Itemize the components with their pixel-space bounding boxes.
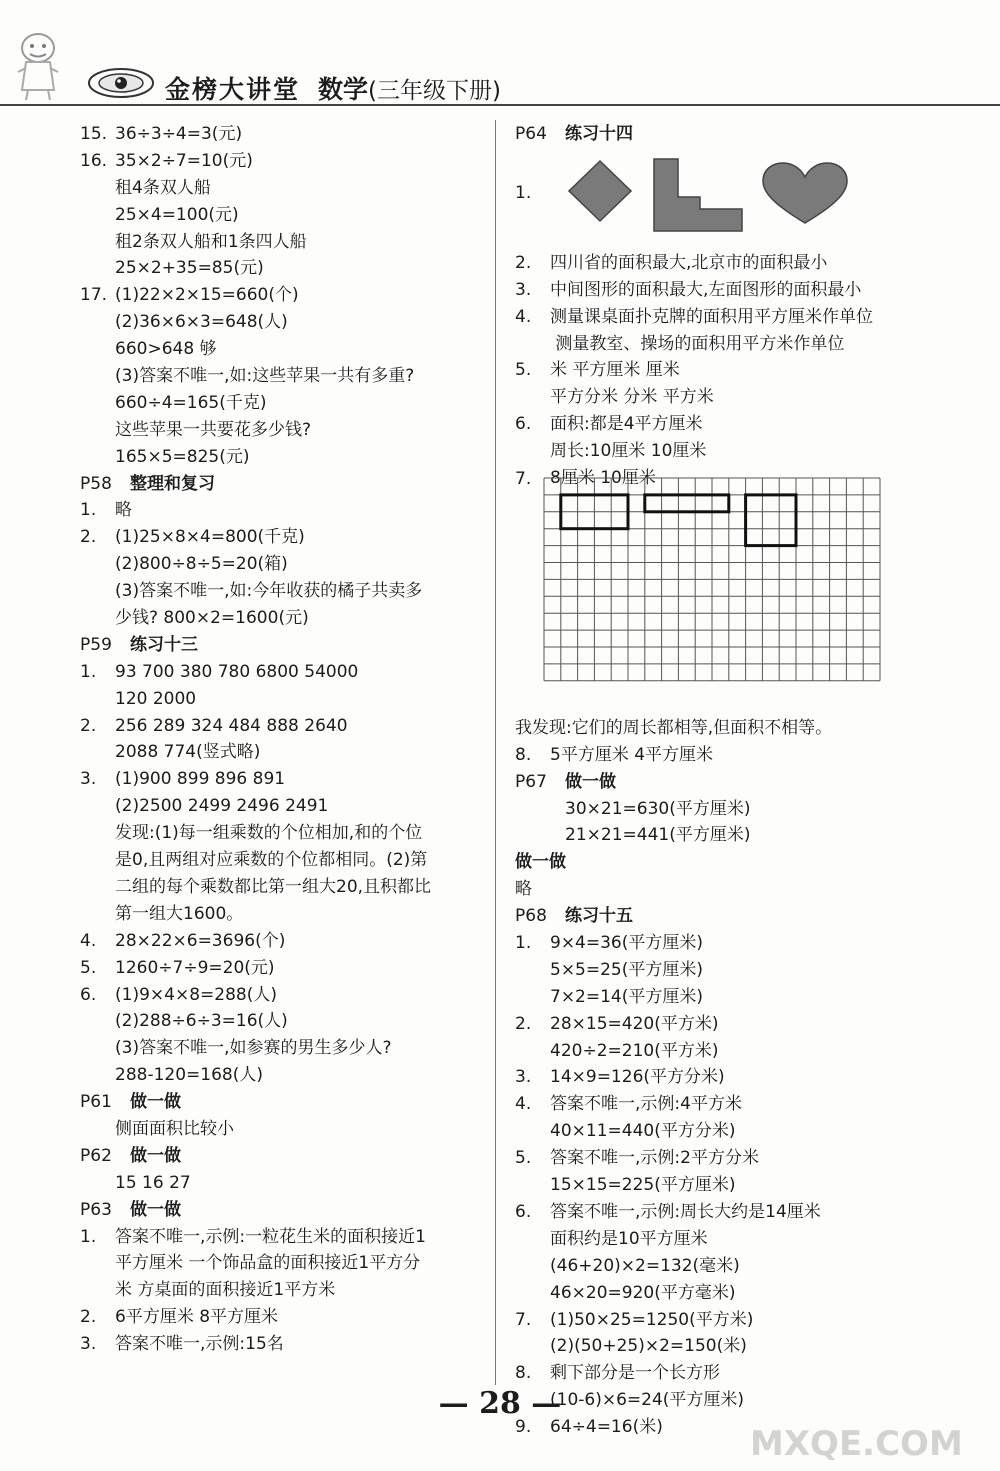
- item-text: 35×2÷7=10(元): [115, 150, 253, 171]
- answer-line: [80, 1116, 495, 1143]
- item-text: (10-6)×6=24(平方厘米): [550, 1390, 745, 1411]
- answer-line: [515, 957, 1000, 984]
- item-text: (2)36×6×3=648(人): [115, 312, 288, 333]
- item-number: 16.: [80, 150, 108, 171]
- item-text: 答案不唯一,示例:周长大约是14厘米: [550, 1201, 821, 1222]
- item-text: 平方分米 分米 平方米: [550, 387, 714, 408]
- answer-line: [515, 438, 1000, 465]
- item-text: 15 16 27: [115, 1172, 191, 1193]
- answer-line: [515, 384, 1000, 411]
- item-text: 做一做: [130, 1199, 181, 1220]
- item-number: 8.: [515, 744, 532, 765]
- section-heading: [80, 471, 495, 498]
- item-number: 6.: [515, 1201, 532, 1222]
- item-number: P64: [515, 124, 547, 144]
- answer-line: [515, 1226, 1000, 1253]
- grade-subtitle: (三年级下册): [368, 78, 501, 104]
- item-text: 测量教室、操场的面积用平方米作单位: [550, 333, 845, 354]
- answer-line: [515, 1333, 1000, 1360]
- book-title: 金榜大讲堂: [165, 75, 301, 104]
- item-text: 答案不唯一,示例:2平方分米: [550, 1148, 759, 1169]
- item-text: 25×2+35=85(元): [115, 258, 264, 279]
- item-text: 答案不唯一,示例:4平方米: [550, 1094, 742, 1115]
- item-text: 四川省的面积最大,北京市的面积最小: [550, 252, 828, 273]
- answer-line: [515, 1360, 1000, 1387]
- question-7-number: 7.: [515, 469, 532, 489]
- item-text: 练习十四: [565, 124, 633, 144]
- answer-line: [80, 1170, 495, 1197]
- left-column: [80, 121, 495, 1358]
- answer-line: [80, 444, 495, 471]
- answer-line: [80, 417, 495, 444]
- answer-line: [515, 1011, 1000, 1038]
- item-text: 租4条双人船: [115, 177, 211, 198]
- item-text: 侧面面积比较小: [115, 1118, 234, 1139]
- square-grid: [543, 477, 883, 685]
- answer-line: [80, 1277, 495, 1304]
- item-text: 288-120=168(人): [115, 1065, 263, 1086]
- answer-line: [515, 1118, 1000, 1145]
- answer-line: [515, 1280, 1000, 1307]
- item-number: 3.: [515, 1067, 532, 1088]
- item-text: (2)(50+25)×2=150(米): [550, 1336, 747, 1357]
- item-number: 1.: [515, 933, 532, 954]
- section-heading: [80, 1197, 495, 1224]
- item-text: 发现:(1)每一组乘数的个位相加,和的个位: [115, 823, 423, 844]
- question-1-number: 1.: [515, 183, 532, 203]
- subject-label: 数学: [318, 75, 369, 104]
- column-divider: [495, 120, 496, 1385]
- answer-line: [515, 304, 1000, 331]
- answer-line: [80, 551, 495, 578]
- item-text: 120 2000: [115, 688, 197, 709]
- item-text: (1)50×25=1250(平方米): [550, 1309, 754, 1330]
- answer-line: [515, 930, 1000, 957]
- item-text: 面积:都是4平方厘米: [550, 414, 703, 435]
- item-number: P58: [80, 473, 112, 494]
- item-text: 是0,且两组对应乘数的个位都相同。(2)第: [115, 850, 428, 871]
- l-shape: [650, 157, 745, 233]
- answer-line: [515, 411, 1000, 438]
- item-number: 2.: [80, 715, 97, 736]
- item-number: P68: [515, 906, 547, 927]
- answer-line: [515, 357, 1000, 384]
- heart-shape: [755, 159, 855, 229]
- item-text: 答案不唯一,示例:15名: [115, 1334, 284, 1355]
- answer-line: [515, 1253, 1000, 1280]
- item-text: 7×2=14(平方厘米): [550, 986, 704, 1007]
- item-text: 15×15=225(平方厘米): [550, 1175, 736, 1196]
- item-number: 9.: [515, 1417, 532, 1438]
- item-text: (2)2500 2499 2496 2491: [115, 796, 329, 817]
- answer-line: [515, 984, 1000, 1011]
- answer-line: [80, 874, 495, 901]
- section-heading: [515, 769, 1000, 796]
- item-text: (46+20)×2=132(毫米): [550, 1255, 740, 1276]
- answer-line: [80, 363, 495, 390]
- item-text: 米 平方厘米 厘米: [550, 360, 680, 381]
- item-number: 5.: [515, 1148, 532, 1169]
- item-number: 8.: [515, 1363, 532, 1384]
- item-text: 64÷4=16(米): [550, 1417, 663, 1438]
- answer-line: [80, 766, 495, 793]
- item-text: (1)22×2×15=660(个): [115, 285, 299, 306]
- item-number: P61: [80, 1092, 112, 1113]
- watermark-logo: [750, 1415, 990, 1465]
- item-number: 4.: [515, 306, 532, 327]
- item-number: 6.: [80, 984, 97, 1005]
- answer-line: [515, 822, 1000, 849]
- answer-line: [80, 282, 495, 309]
- item-number: 1.: [80, 500, 97, 521]
- item-number: 5.: [80, 957, 97, 978]
- answer-line: [80, 847, 495, 874]
- item-text: 这些苹果一共要花多少钱?: [115, 419, 312, 440]
- item-text: 40×11=440(平方分米): [550, 1121, 736, 1142]
- answer-line: [515, 1091, 1000, 1118]
- answer-line: [80, 1008, 495, 1035]
- answer-line: [80, 497, 495, 524]
- item-text: 28×15=420(平方米): [550, 1013, 719, 1034]
- answer-line: [80, 1250, 495, 1277]
- answer-line: [515, 1172, 1000, 1199]
- item-number: 2.: [80, 527, 97, 548]
- answer-line: [515, 715, 1000, 742]
- item-text: 做一做: [565, 771, 616, 792]
- item-text: 整理和复习: [130, 473, 215, 494]
- item-text: (1)25×8×4=800(千克): [115, 527, 305, 548]
- item-text: 30×21=630(平方厘米): [565, 798, 751, 819]
- answer-line: [80, 229, 495, 256]
- item-number: P67: [515, 771, 547, 792]
- answer-line: [80, 955, 495, 982]
- item-number: 5.: [515, 360, 532, 381]
- subject-title: [318, 70, 501, 106]
- item-number: 3.: [515, 279, 532, 300]
- item-text: 租2条双人船和1条四人船: [115, 231, 307, 252]
- item-number: 17.: [80, 285, 108, 306]
- item-text: 练习十三: [130, 634, 198, 655]
- item-text: (2)288÷6÷3=16(人): [115, 1011, 288, 1032]
- item-text: (1)900 899 896 891: [115, 769, 286, 790]
- item-text: 5×5=25(平方厘米): [550, 959, 704, 980]
- item-text: (1)9×4×8=288(人): [115, 984, 277, 1005]
- answer-line: [515, 277, 1000, 304]
- answer-line: [80, 524, 495, 551]
- item-text: 6平方厘米 8平方厘米: [115, 1307, 279, 1328]
- item-text: 少钱? 800×2=1600(元): [115, 608, 309, 629]
- answer-line: [80, 686, 495, 713]
- item-text: 165×5=825(元): [115, 446, 250, 467]
- item-text: 5平方厘米 4平方厘米: [550, 744, 714, 765]
- section-heading: [80, 1143, 495, 1170]
- answer-line: [80, 578, 495, 605]
- page-number: — 28 —: [438, 1386, 562, 1421]
- item-text: 9×4=36(平方厘米): [550, 933, 704, 954]
- item-text: 周长:10厘米 10厘米: [550, 441, 707, 462]
- answer-line: [515, 876, 1000, 903]
- item-text: 2088 774(竖式略): [115, 742, 261, 763]
- item-text: 14×9=126(平方分米): [550, 1067, 725, 1088]
- item-number: 15.: [80, 124, 108, 144]
- section-heading: [515, 849, 1000, 876]
- answer-line: [515, 742, 1000, 769]
- item-text: 做一做: [130, 1145, 181, 1166]
- right-column: [515, 121, 1000, 1441]
- answer-line: [80, 1062, 495, 1089]
- answer-line: [80, 820, 495, 847]
- item-text: 420÷2=210(平方米): [550, 1040, 719, 1061]
- item-text: 93 700 380 780 6800 54000: [115, 661, 359, 682]
- watermark-text: MXQE.COM: [750, 1424, 963, 1464]
- answer-line: [80, 901, 495, 928]
- answer-line: [80, 175, 495, 202]
- item-text: 练习十五: [565, 906, 633, 927]
- item-text: (3)答案不唯一,如:今年收获的橘子共卖多: [115, 581, 423, 602]
- answer-line: [80, 148, 495, 175]
- answer-line: [80, 1304, 495, 1331]
- item-text: 28×22×6=3696(个): [115, 930, 286, 951]
- item-number: 4.: [80, 930, 97, 951]
- answer-line: [80, 713, 495, 740]
- section-heading: [515, 121, 1000, 148]
- item-text: 剩下部分是一个长方形: [550, 1363, 720, 1384]
- answer-line: [80, 336, 495, 363]
- answer-line: [80, 659, 495, 686]
- item-text: 8厘米 10厘米: [550, 468, 656, 489]
- item-text: 做一做: [130, 1092, 181, 1113]
- item-number: 4.: [515, 1094, 532, 1115]
- diamond-shape: [555, 153, 645, 233]
- item-text: 21×21=441(平方厘米): [565, 825, 751, 846]
- item-text: 第一组大1600。: [115, 903, 244, 924]
- answer-line: [80, 793, 495, 820]
- mascot-icon: [8, 26, 68, 104]
- answer-line: [515, 1145, 1000, 1172]
- section-heading: [80, 1089, 495, 1116]
- item-text: 测量课桌面扑克牌的面积用平方厘米作单位: [550, 306, 873, 327]
- item-number: 2.: [515, 1013, 532, 1034]
- item-text: 答案不唯一,示例:一粒花生米的面积接近1: [115, 1226, 426, 1247]
- answer-line: [80, 309, 495, 336]
- item-text: 平方厘米 一个饰品盒的面积接近1平方分: [115, 1253, 421, 1274]
- item-number: P59: [80, 634, 112, 655]
- item-number: P63: [80, 1199, 112, 1220]
- item-text: (3)答案不唯一,如:这些苹果一共有多重?: [115, 366, 415, 387]
- page-header: [0, 0, 1000, 108]
- answer-line: [80, 982, 495, 1009]
- item-text: 二组的每个乘数都比第一组大20,且积都比: [115, 876, 432, 897]
- item-text: 660>648 够: [115, 339, 217, 360]
- answer-line: [80, 1035, 495, 1062]
- item-text: (3)答案不唯一,如参赛的男生多少人?: [115, 1038, 392, 1059]
- header-rule: [0, 104, 1000, 106]
- answer-line: [80, 202, 495, 229]
- item-number: 2.: [80, 1307, 97, 1328]
- item-text: 面积约是10平方厘米: [550, 1228, 708, 1249]
- item-text: 46×20=920(平方毫米): [550, 1282, 736, 1303]
- answer-line: [515, 796, 1000, 823]
- item-text: (2)800÷8÷5=20(箱): [115, 554, 288, 575]
- item-text: 我发现:它们的周长都相等,但面积不相等。: [515, 717, 833, 738]
- item-number: P62: [80, 1145, 112, 1166]
- item-number: 3.: [80, 769, 97, 790]
- answer-line: [515, 250, 1000, 277]
- answer-line: [80, 1224, 495, 1251]
- item-number: 6.: [515, 414, 532, 435]
- item-number: 1.: [80, 1226, 97, 1247]
- item-text: 米 方桌面的面积接近1平方米: [115, 1280, 336, 1301]
- answer-line: [515, 1038, 1000, 1065]
- item-number: 2.: [515, 252, 532, 273]
- item-text: 25×4=100(元): [115, 204, 239, 225]
- answer-line: [80, 928, 495, 955]
- question-1-shapes: [515, 153, 995, 233]
- item-text: 1260÷7÷9=20(元): [115, 957, 275, 978]
- item-text: 做一做: [515, 852, 566, 873]
- eye-logo-icon: [86, 66, 156, 100]
- item-text: 中间图形的面积最大,左面图形的面积最小: [550, 279, 862, 300]
- item-text: 36÷3÷4=3(元): [115, 124, 243, 144]
- answer-line: [80, 605, 495, 632]
- grid-rectangle-3: [746, 495, 796, 546]
- item-text: 660÷4=165(千克): [115, 392, 267, 413]
- section-heading: [80, 632, 495, 659]
- answer-line: [515, 1064, 1000, 1091]
- item-number: 7.: [515, 1309, 532, 1330]
- item-text: 略: [115, 500, 132, 521]
- answer-line: [80, 1331, 495, 1358]
- answer-line: [80, 739, 495, 766]
- answer-line: [80, 390, 495, 417]
- answer-line: [515, 1307, 1000, 1334]
- item-text: 256 289 324 484 888 2640: [115, 715, 348, 736]
- section-heading: [515, 903, 1000, 930]
- item-number: 1.: [80, 661, 97, 682]
- answer-line: [515, 331, 1000, 358]
- item-number: 3.: [80, 1334, 97, 1355]
- answer-line: [80, 121, 495, 148]
- answer-line: [80, 255, 495, 282]
- item-text: 略: [515, 879, 532, 900]
- answer-line: [515, 1199, 1000, 1226]
- grid-rectangle-2: [645, 495, 729, 512]
